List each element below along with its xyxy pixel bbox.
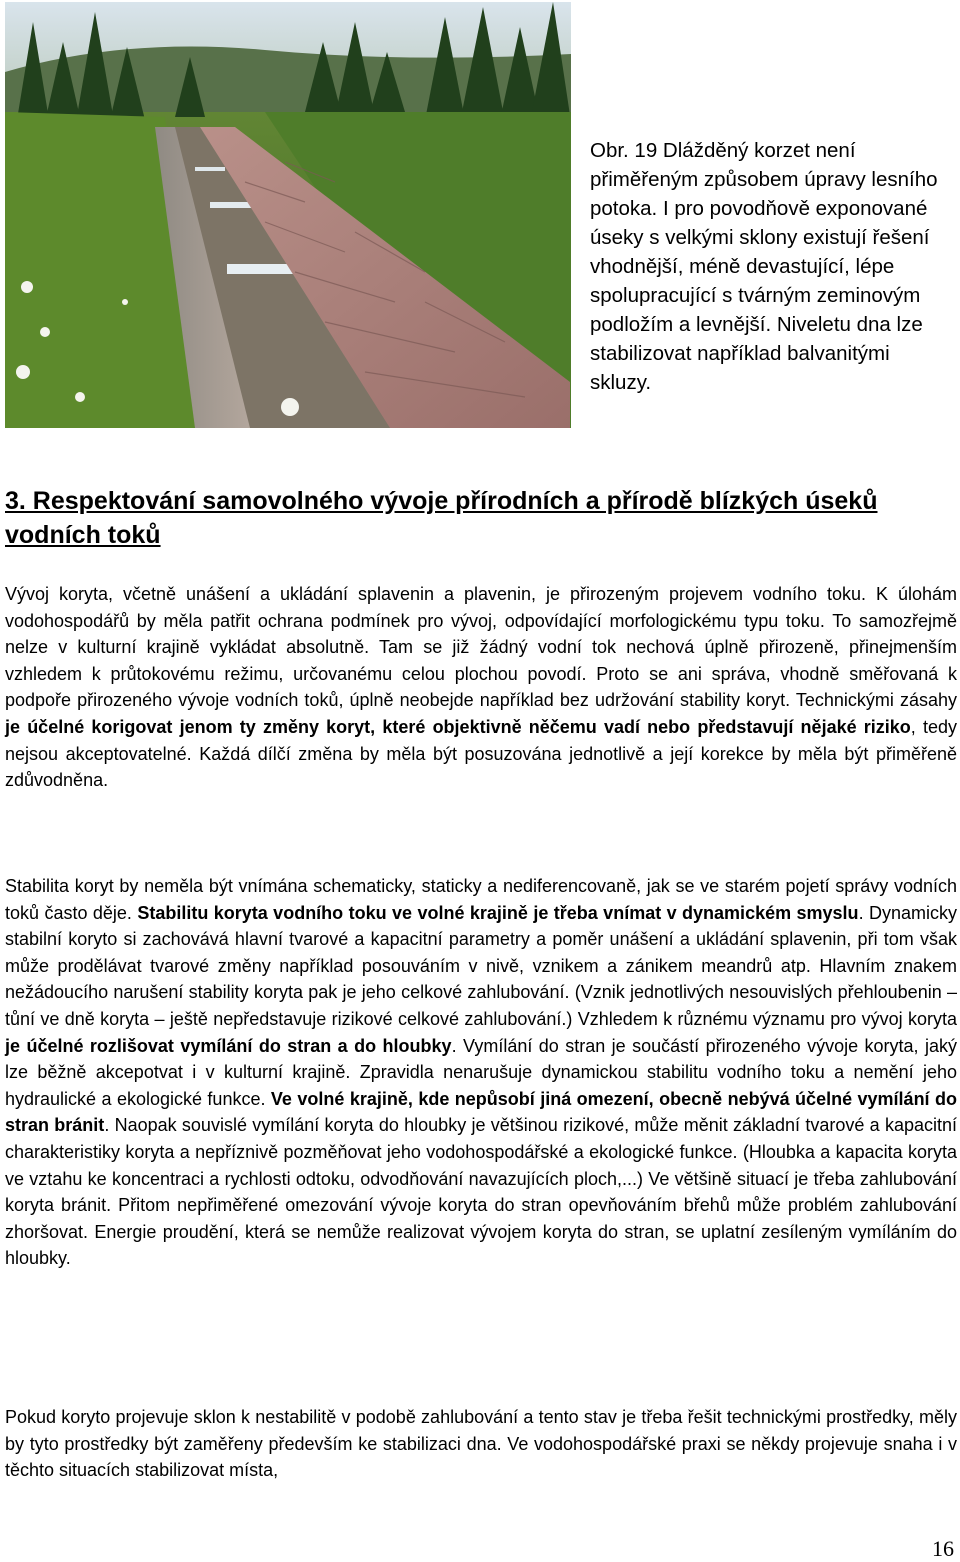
paragraph-3 [5, 1404, 957, 1484]
page-number: 16 [932, 1536, 954, 1561]
paragraph-2-text-2: . Dynamicky stabilní koryto si zachovává hlavní tvarové a kapacitní parametry a poměr unášení a ukládání splavenin, při tom však může prodělávat tvarové změny například posouváním v nivě, vznikem a zánikem meandrů atp. Hlavním znakem nežádoucího narušení stability koryta pak je jeho celkové zahlubování. (Vznik jednotlivých nesouvislých přehloubenin – tůní ve dně koryta – ještě nepředstavuje rizikové celkové zahlubování.) Vzhledem k různému významu pro vývoj koryta [5, 902, 957, 1029]
paragraph-1-text-2: , tedy nejsou akceptovatelné. Každá dílčí změna by měla být posuzována jednotlivě a její korekce by měla být přiměřeně zdůvodněna. [5, 716, 957, 791]
paragraph-2-bold-3: Ve volné krajině, kde nepůsobí jiná omezení, obecně nebývá účelné vymílání do stran bránit [5, 1088, 957, 1136]
paragraph-1-bold-1: je účelné korigovat jenom ty změny koryt, které objektivně něčemu vadí nebo představují nějaké riziko [5, 716, 911, 737]
paragraph-1 [5, 581, 957, 794]
paragraph-2-bold-1: Stabilitu koryta vodního toku ve volné krajině je třeba vnímat v dynamickém smyslu [137, 902, 859, 923]
paragraph-2 [5, 873, 957, 1272]
section-heading: 3. Respektování samovolného vývoje přírodních a přírodě blízkých úseků vodních toků [5, 487, 878, 549]
figure-photo [5, 2, 571, 428]
paragraph-2-text-3: . Vymílání do stran je součástí přirozeného vývoje koryta, jaký lze běžně akcepotvat i v kulturní krajině. Zpravidla nenarušuje dynamickou stabilitu vodního toku a nemění jeho hydraulické a ekologické funkce. [5, 1035, 957, 1109]
paragraph-2-bold-2: je účelné rozlišovat vymílání do stran a do hloubky [5, 1035, 452, 1056]
paragraph-2-text-4: . Naopak souvislé vymílání koryta do hloubky je většinou rizikové, může měnit základní tvarové a kapacitní charakteristiky koryta a nepříznivě pozměňovat jeho vodohospodářské a ekologické funkce. (Hloubka a kapacita koryta ve vztahu ke koncentraci a rychlosti odtoku, odvodňování navazujících ploch,...) Ve většině situací je třeba zahlubování koryta bránit. Přitom nepřiměřené omezování vývoje koryta do stran opevňováním břehů může problém zahlubování zhoršovat. Energie proudění, která se nemůže realizovat vývojem koryta do stran, se uplatní zesíleným vymíláním do hloubky. [5, 1115, 957, 1269]
figure-caption: Obr. 19 Dlážděný korzet není přiměřeným způsobem úpravy lesního potoka. I pro povodňově exponované úseky s velkými sklony existují řešení vhodnější, méně devastující, lépe spolupracující s tvárným zeminovým podložím a levnější. Niveletu dna lze stabilizovat například balvanitými skluzy. [590, 139, 938, 394]
paragraph-3-text-1: Pokud koryto projevuje sklon k nestabilitě v podobě zahlubování a tento stav je třeba řešit technickými prostředky, měly by tyto prostředky být zaměřeny především ke stabilizaci dna. Ve vodohospodářské praxi se někdy projevuje snaha i v těchto situacích stabilizovat místa, [5, 1407, 957, 1481]
photo-stone-paved-channel [5, 2, 571, 428]
paragraph-2-text-1: Stabilita koryt by neměla být vnímána schematicky, staticky a nediferencovaně, jak se ve starém pojetí správy vodních toků často děje. [5, 876, 957, 923]
paragraph-1-text-1: Vývoj koryta, včetně unášení a ukládání splavenin a plavenin, je přirozeným projevem vodního toku. K úlohám vodohospodářů by měla patřit ochrana podmínek pro vývoj, odpovídající morfologickému typu toku. To samozřejmě nelze v kulturní krajině vykládat absolutně. Tam se již žádný vodní tok nechová úplně přirozeně, přinejmenším vzhledem k průtokovému režimu, určovanému celou plochou povodí. Proto se ani správa, vhodně směřovaná k podpoře přirozeného vývoje vodních toků, úplně neobejde například bez udržování stability koryt. Technickými zásahy [5, 584, 957, 711]
